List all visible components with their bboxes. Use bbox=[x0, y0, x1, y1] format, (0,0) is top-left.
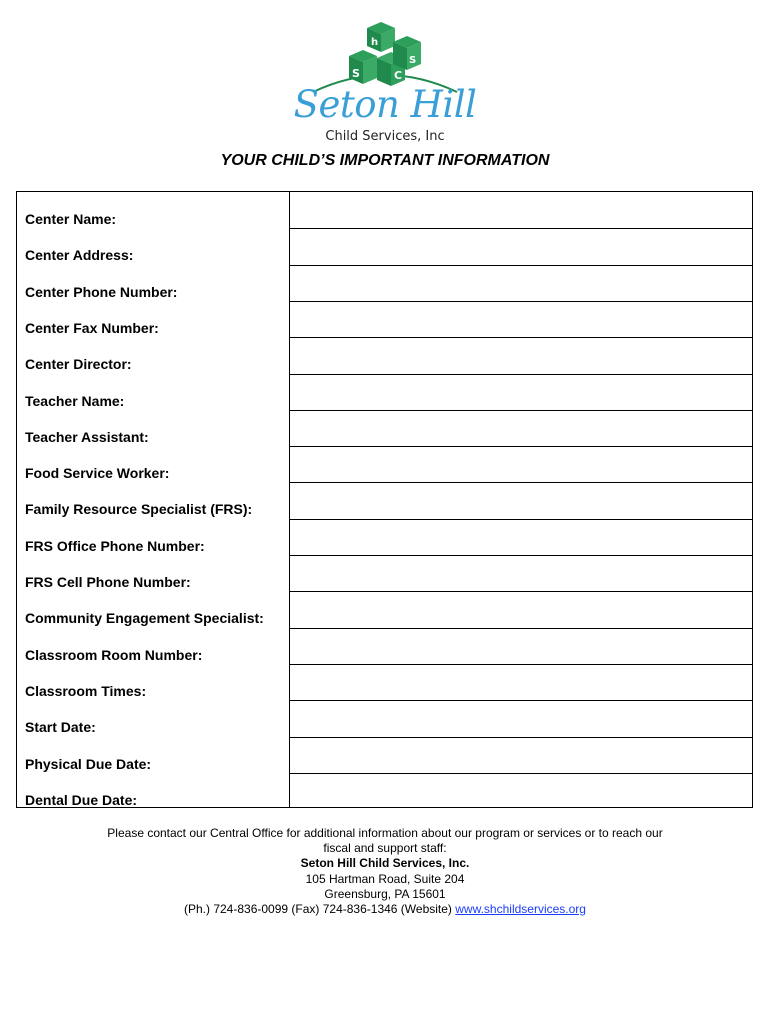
form-field-input[interactable] bbox=[290, 446, 752, 482]
form-field-label: Center Director: bbox=[25, 356, 132, 373]
form-field-input[interactable] bbox=[290, 410, 752, 446]
form-field-input[interactable] bbox=[290, 192, 752, 228]
page-title: YOUR CHILD’S IMPORTANT INFORMATION bbox=[220, 152, 550, 169]
block-letter-s: S bbox=[352, 67, 360, 80]
logo-subname: Child Services, Inc bbox=[325, 129, 445, 144]
form-field-input[interactable] bbox=[290, 228, 752, 264]
row-divider bbox=[290, 337, 752, 338]
form-field-input[interactable] bbox=[290, 628, 752, 664]
block-letter-c: C bbox=[394, 69, 403, 82]
seton-hill-logo bbox=[285, 18, 485, 150]
logo-name: Seton Hill bbox=[293, 83, 477, 126]
form-field-input[interactable] bbox=[290, 265, 752, 301]
row-divider bbox=[290, 555, 752, 556]
footer-address-1: 105 Hartman Road, Suite 204 bbox=[305, 871, 465, 886]
row-divider bbox=[290, 482, 752, 483]
form-field-label: Family Resource Specialist (FRS): bbox=[25, 501, 253, 518]
block-letter-h: h bbox=[371, 37, 379, 48]
form-field-label: Center Fax Number: bbox=[25, 319, 159, 336]
form-field-label: Center Address: bbox=[25, 247, 134, 264]
form-field-label: Classroom Times: bbox=[25, 682, 147, 699]
row-divider bbox=[290, 591, 752, 592]
row-divider bbox=[290, 301, 752, 302]
form-field-input[interactable] bbox=[290, 773, 752, 809]
row-divider bbox=[290, 446, 752, 447]
form-field-label: Center Name: bbox=[25, 211, 117, 227]
website-link[interactable]: www.shchildservices.org bbox=[455, 902, 586, 917]
block-letter-s2: S bbox=[409, 55, 417, 66]
footer-contact-line bbox=[0, 902, 770, 917]
row-divider bbox=[290, 700, 752, 701]
row-divider bbox=[290, 265, 752, 266]
form-field-input[interactable] bbox=[290, 591, 752, 627]
footer-phone-fax: (Ph.) 724-836-0099 (Fax) 724-836-1346 (Website) bbox=[184, 902, 456, 917]
form-field-label: Center Phone Number: bbox=[25, 283, 178, 300]
form-field-input[interactable] bbox=[290, 519, 752, 555]
row-divider bbox=[290, 737, 752, 738]
form-field-input[interactable] bbox=[290, 737, 752, 773]
form-field-label: Start Date: bbox=[25, 719, 96, 736]
row-divider bbox=[290, 410, 752, 411]
footer-line-1: Please contact our Central Office for additional information about our program or services or to reach our bbox=[107, 826, 663, 840]
row-divider bbox=[290, 374, 752, 375]
footer-contact-info bbox=[0, 826, 770, 917]
form-field-label: Community Engagement Specialist: bbox=[25, 610, 264, 627]
form-field-label: Food Service Worker: bbox=[25, 465, 170, 482]
form-field-label: Physical Due Date: bbox=[25, 755, 152, 772]
row-divider bbox=[290, 628, 752, 629]
footer-org-name: Seton Hill Child Services, Inc. bbox=[300, 856, 470, 871]
form-field-input[interactable] bbox=[290, 664, 752, 700]
row-divider bbox=[290, 664, 752, 665]
form-field-input[interactable] bbox=[290, 301, 752, 337]
footer-line-2: fiscal and support staff: bbox=[323, 841, 447, 856]
form-field-input[interactable] bbox=[290, 555, 752, 591]
form-field-label: FRS Office Phone Number: bbox=[25, 537, 205, 554]
row-divider bbox=[290, 773, 752, 774]
form-field-label: Teacher Assistant: bbox=[25, 428, 149, 445]
form-field-input[interactable] bbox=[290, 337, 752, 373]
form-field-input[interactable] bbox=[290, 374, 752, 410]
form-field-input[interactable] bbox=[290, 482, 752, 518]
row-divider bbox=[290, 228, 752, 229]
form-field-input[interactable] bbox=[290, 700, 752, 736]
footer-address-2: Greensburg, PA 15601 bbox=[324, 886, 446, 901]
form-field-label: FRS Cell Phone Number: bbox=[25, 574, 191, 590]
information-form bbox=[16, 191, 753, 808]
row-divider bbox=[290, 519, 752, 520]
form-field-label: Classroom Room Number: bbox=[25, 646, 203, 663]
form-field-label: Dental Due Date: bbox=[25, 791, 138, 808]
form-field-label: Teacher Name: bbox=[25, 392, 125, 409]
